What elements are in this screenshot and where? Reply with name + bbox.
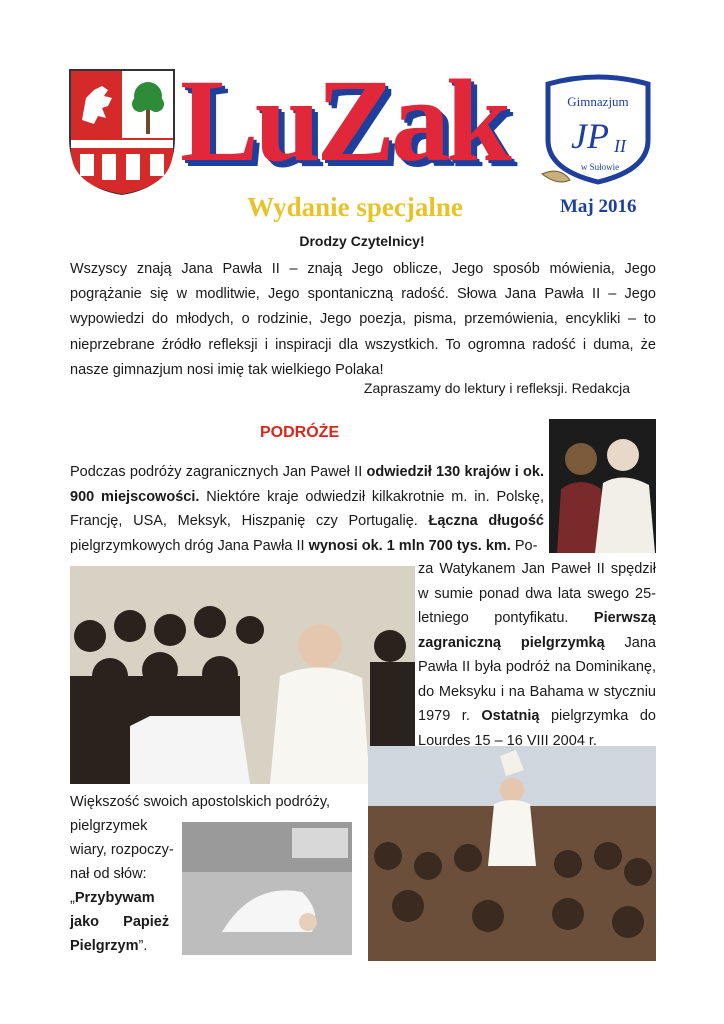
p3-line bbox=[70, 910, 365, 934]
quote-text: Przybywam bbox=[74, 890, 155, 906]
p3-line: wiary, rozpoczy- bbox=[70, 842, 174, 858]
school-logo-numeral: II bbox=[614, 136, 626, 156]
p1-run: Podczas podróży zagranicznych Jan Paweł II bbox=[70, 464, 367, 480]
intro-paragraph: Wszyscy znają Jana Pawła II – znają Jego oblicze, Jego sposób mówienia, Jego pogrążanie się w modlitwie, Jego spontaniczną radość. Słowa Jana Pawła II – Jego wypowiedzi do młodych, o rodzinie, Jego poezja, pisma, przemówienia, encykliki – to nieprzebrane źródło refleksji i inspiracji dla wszystkich. To ogromna radość i duma, że nasze gimnazjum nosi imię tak wielkiego Polaka! bbox=[70, 261, 656, 378]
school-logo-monogram: JP bbox=[571, 116, 609, 156]
photo-pope-mass bbox=[368, 746, 656, 961]
p2-run: Jana Pawła II była podróż na Dominikanę, do Meksyku i na Bahama w styczniu 1979 r. bbox=[418, 634, 656, 724]
p3-line: pielgrzymek bbox=[70, 818, 148, 834]
p1-run: pielgrzymkowych dróg Jana Pawła II bbox=[70, 537, 309, 554]
p2-run: pielgrzymka do Lourdes 15 – 16 VIII 2004 r. bbox=[418, 708, 656, 749]
edition-subtitle: Wydanie specjalne bbox=[247, 192, 463, 222]
municipal-crest bbox=[68, 68, 176, 196]
p2-run: za Watykanem Jan Paweł II spędził w sumie ponad dwa lata swego 25-letniego pontyfikatu. bbox=[418, 561, 656, 626]
photo-pope-crowd bbox=[70, 566, 415, 784]
quote-close: ”. bbox=[138, 938, 148, 954]
p2-run-bold: Ostatnią bbox=[481, 708, 540, 724]
intro-signature: Zapraszamy do lektury i refleksji. Redakcja bbox=[363, 380, 630, 396]
p3-line bbox=[70, 934, 365, 958]
quote-text: Pielgrzym bbox=[70, 938, 139, 954]
p3-line: Większość swoich apostolskich podróży, bbox=[70, 794, 331, 810]
p2-run-bold: Pierwszą zagraniczną pielgrzymką bbox=[418, 610, 656, 651]
p1-run-bold: Łączna długość bbox=[428, 513, 544, 529]
travel-paragraph-1 bbox=[70, 460, 544, 558]
p3-line: nał od słów: bbox=[70, 866, 147, 882]
p1-run-bold: wynosi ok. 1 mln 700 tys. km. bbox=[308, 537, 511, 554]
section-heading: PODRÓŻE bbox=[260, 424, 340, 441]
travel-paragraph-2 bbox=[418, 557, 656, 753]
p1-run: Po- bbox=[510, 537, 538, 554]
issue-date: Maj 2016 bbox=[560, 196, 637, 217]
newspaper-title: LuZak bbox=[180, 55, 508, 186]
p3-line bbox=[70, 886, 365, 910]
p1-run: Niektóre kraje odwiedził kilkakrotnie m. in. Polskę, Francję, USA, Meksyk, Hiszpanię czy Portugalię. bbox=[70, 488, 545, 529]
travel-paragraph-3 bbox=[70, 790, 365, 958]
p1-run-bold: odwiedził 130 krajów i ok. 900 miejscowości. bbox=[70, 464, 544, 505]
photo-pope-dalai-lama bbox=[549, 419, 656, 553]
quote-open: „ bbox=[70, 890, 75, 906]
school-logo-line1: Gimnazjum bbox=[567, 94, 629, 109]
greeting: Drodzy Czytelnicy! bbox=[299, 233, 425, 249]
school-logo bbox=[540, 70, 656, 190]
school-logo-place: w Sułowie bbox=[580, 162, 620, 172]
quote-text: jako Papież bbox=[70, 914, 170, 930]
